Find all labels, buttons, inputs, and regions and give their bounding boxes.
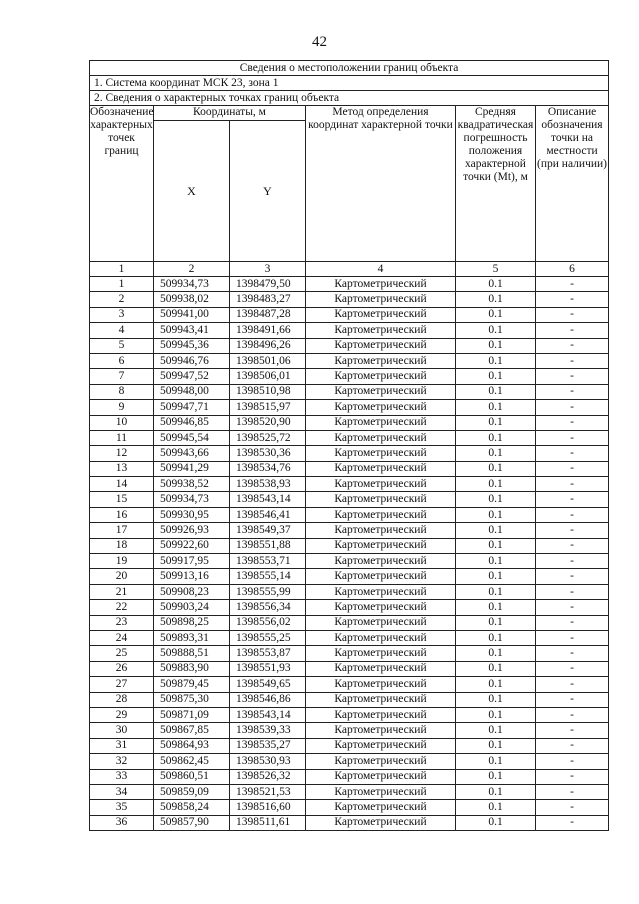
y-coordinate: 1398555,99: [230, 584, 306, 599]
y-coordinate: 1398553,87: [230, 646, 306, 661]
error-cell: 0.1: [456, 615, 536, 630]
y-coordinate: 1398549,37: [230, 523, 306, 538]
description-cell: -: [536, 277, 609, 292]
table-row: [90, 569, 609, 584]
y-coordinate: 1398530,93: [230, 754, 306, 769]
description-cell: -: [536, 523, 609, 538]
description-cell: -: [536, 369, 609, 384]
error-cell: 0.1: [456, 600, 536, 615]
point-number: 13: [90, 461, 154, 476]
point-number: 12: [90, 446, 154, 461]
coordinate-system-line: 1. Система координат МСК 23, зона 1: [90, 76, 609, 91]
error-cell: 0.1: [456, 677, 536, 692]
description-cell: -: [536, 492, 609, 507]
y-coordinate: 1398555,25: [230, 630, 306, 645]
error-cell: 0.1: [456, 415, 536, 430]
error-cell: 0.1: [456, 723, 536, 738]
method-cell: Картометрический: [306, 723, 456, 738]
x-coordinate: 509941,00: [154, 307, 230, 322]
x-coordinate: 509946,76: [154, 353, 230, 368]
column-number: 2: [154, 262, 230, 277]
x-coordinate: 509947,71: [154, 400, 230, 415]
description-cell: -: [536, 707, 609, 722]
point-number: 21: [90, 584, 154, 599]
method-cell: Картометрический: [306, 800, 456, 815]
description-cell: -: [536, 677, 609, 692]
y-coordinate: 1398487,28: [230, 307, 306, 322]
point-number: 36: [90, 815, 154, 830]
description-cell: -: [536, 353, 609, 368]
error-cell: 0.1: [456, 507, 536, 522]
method-cell: Картометрический: [306, 630, 456, 645]
table-row: [90, 369, 609, 384]
x-coordinate: 509858,24: [154, 800, 230, 815]
description-cell: -: [536, 461, 609, 476]
x-coordinate: 509871,09: [154, 707, 230, 722]
y-coordinate: 1398525,72: [230, 430, 306, 445]
point-number: 26: [90, 661, 154, 676]
error-cell: 0.1: [456, 661, 536, 676]
table-row: [90, 738, 609, 753]
point-number: 7: [90, 369, 154, 384]
x-coordinate: 509930,95: [154, 507, 230, 522]
method-cell: Картометрический: [306, 292, 456, 307]
point-number: 33: [90, 769, 154, 784]
point-number: 17: [90, 523, 154, 538]
header-coordinates: Координаты, м: [154, 106, 306, 121]
error-cell: 0.1: [456, 784, 536, 799]
y-coordinate: 1398520,90: [230, 415, 306, 430]
description-cell: -: [536, 415, 609, 430]
method-cell: Картометрический: [306, 677, 456, 692]
table-row: [90, 338, 609, 353]
table-row: [90, 492, 609, 507]
x-coordinate: 509941,29: [154, 461, 230, 476]
y-coordinate: 1398555,14: [230, 569, 306, 584]
error-cell: 0.1: [456, 569, 536, 584]
error-cell: 0.1: [456, 477, 536, 492]
table-row: [90, 723, 609, 738]
table-row: [90, 661, 609, 676]
error-cell: 0.1: [456, 307, 536, 322]
method-cell: Картометрический: [306, 692, 456, 707]
column-number: 1: [90, 262, 154, 277]
point-number: 11: [90, 430, 154, 445]
x-coordinate: 509938,52: [154, 477, 230, 492]
method-cell: Картометрический: [306, 477, 456, 492]
error-cell: 0.1: [456, 492, 536, 507]
description-cell: -: [536, 815, 609, 830]
table-row: [90, 646, 609, 661]
error-cell: 0.1: [456, 646, 536, 661]
point-number: 10: [90, 415, 154, 430]
point-number: 3: [90, 307, 154, 322]
table-row: [90, 554, 609, 569]
description-cell: -: [536, 554, 609, 569]
table-row: [90, 707, 609, 722]
point-number: 35: [90, 800, 154, 815]
error-cell: 0.1: [456, 738, 536, 753]
point-number: 9: [90, 400, 154, 415]
table-row: [90, 784, 609, 799]
method-cell: Картометрический: [306, 492, 456, 507]
table-row: [90, 323, 609, 338]
x-coordinate: 509898,25: [154, 615, 230, 630]
method-cell: Картометрический: [306, 554, 456, 569]
method-cell: Картометрический: [306, 523, 456, 538]
point-number: 1: [90, 277, 154, 292]
table-row: [90, 523, 609, 538]
error-cell: 0.1: [456, 338, 536, 353]
description-cell: -: [536, 646, 609, 661]
y-coordinate: 1398546,86: [230, 692, 306, 707]
x-coordinate: 509917,95: [154, 554, 230, 569]
table-row: [90, 307, 609, 322]
y-coordinate: 1398556,02: [230, 615, 306, 630]
y-coordinate: 1398510,98: [230, 384, 306, 399]
table-row: [90, 415, 609, 430]
x-coordinate: 509943,66: [154, 446, 230, 461]
x-coordinate: 509903,24: [154, 600, 230, 615]
y-coordinate: 1398543,14: [230, 707, 306, 722]
header-point-designation: Обозначение характерных точек границ: [90, 106, 154, 262]
x-coordinate: 509945,36: [154, 338, 230, 353]
point-number: 30: [90, 723, 154, 738]
table-row: [90, 353, 609, 368]
y-coordinate: 1398551,88: [230, 538, 306, 553]
table-row: [90, 430, 609, 445]
column-number: 4: [306, 262, 456, 277]
point-number: 6: [90, 353, 154, 368]
x-coordinate: 509913,16: [154, 569, 230, 584]
y-coordinate: 1398553,71: [230, 554, 306, 569]
point-number: 23: [90, 615, 154, 630]
table-row: [90, 754, 609, 769]
point-number: 15: [90, 492, 154, 507]
error-cell: 0.1: [456, 800, 536, 815]
x-coordinate: 509879,45: [154, 677, 230, 692]
table-row: [90, 584, 609, 599]
point-number: 5: [90, 338, 154, 353]
table-row: [90, 507, 609, 522]
table-row: [90, 277, 609, 292]
table-row: [90, 538, 609, 553]
table-row: [90, 477, 609, 492]
column-number: 3: [230, 262, 306, 277]
table-title: Сведения о местоположении границ объекта: [90, 61, 609, 76]
column-number: 6: [536, 262, 609, 277]
table-row: [90, 461, 609, 476]
description-cell: -: [536, 400, 609, 415]
description-cell: -: [536, 692, 609, 707]
y-coordinate: 1398549,65: [230, 677, 306, 692]
x-coordinate: 509862,45: [154, 754, 230, 769]
point-number: 31: [90, 738, 154, 753]
point-number: 8: [90, 384, 154, 399]
y-coordinate: 1398501,06: [230, 353, 306, 368]
method-cell: Картометрический: [306, 707, 456, 722]
method-cell: Картометрический: [306, 646, 456, 661]
header-method: Метод определения координат характерной точки: [306, 106, 456, 262]
x-coordinate: 509934,73: [154, 277, 230, 292]
method-cell: Картометрический: [306, 584, 456, 599]
table-row: [90, 630, 609, 645]
y-coordinate: 1398534,76: [230, 461, 306, 476]
error-cell: 0.1: [456, 430, 536, 445]
x-coordinate: 509926,93: [154, 523, 230, 538]
y-coordinate: 1398511,61: [230, 815, 306, 830]
y-coordinate: 1398491,66: [230, 323, 306, 338]
table-row: [90, 400, 609, 415]
y-coordinate: 1398538,93: [230, 477, 306, 492]
method-cell: Картометрический: [306, 430, 456, 445]
method-cell: Картометрический: [306, 754, 456, 769]
error-cell: 0.1: [456, 523, 536, 538]
header-description: Описание обозначения точки на местности (при наличии): [536, 106, 609, 262]
method-cell: Картометрический: [306, 769, 456, 784]
description-cell: -: [536, 600, 609, 615]
error-cell: 0.1: [456, 692, 536, 707]
point-number: 25: [90, 646, 154, 661]
header-x: X: [154, 121, 230, 262]
point-number: 18: [90, 538, 154, 553]
description-cell: -: [536, 784, 609, 799]
method-cell: Картометрический: [306, 353, 456, 368]
error-cell: 0.1: [456, 292, 536, 307]
description-cell: -: [536, 307, 609, 322]
error-cell: 0.1: [456, 384, 536, 399]
error-cell: 0.1: [456, 446, 536, 461]
point-number: 4: [90, 323, 154, 338]
description-cell: -: [536, 477, 609, 492]
table-row: [90, 615, 609, 630]
error-cell: 0.1: [456, 754, 536, 769]
error-cell: 0.1: [456, 323, 536, 338]
table-row: [90, 292, 609, 307]
x-coordinate: 509859,09: [154, 784, 230, 799]
table-row: [90, 384, 609, 399]
y-coordinate: 1398506,01: [230, 369, 306, 384]
description-cell: -: [536, 630, 609, 645]
y-coordinate: 1398539,33: [230, 723, 306, 738]
x-coordinate: 509948,00: [154, 384, 230, 399]
description-cell: -: [536, 323, 609, 338]
y-coordinate: 1398479,50: [230, 277, 306, 292]
point-number: 28: [90, 692, 154, 707]
error-cell: 0.1: [456, 554, 536, 569]
description-cell: -: [536, 769, 609, 784]
description-cell: -: [536, 446, 609, 461]
method-cell: Картометрический: [306, 661, 456, 676]
method-cell: Картометрический: [306, 569, 456, 584]
y-coordinate: 1398483,27: [230, 292, 306, 307]
error-cell: 0.1: [456, 277, 536, 292]
points-section-title: 2. Сведения о характерных точках границ объекта: [90, 91, 609, 106]
boundary-points-table: [89, 60, 609, 831]
x-coordinate: 509860,51: [154, 769, 230, 784]
x-coordinate: 509945,54: [154, 430, 230, 445]
header-y: Y: [230, 121, 306, 262]
description-cell: -: [536, 538, 609, 553]
method-cell: Картометрический: [306, 384, 456, 399]
description-cell: -: [536, 338, 609, 353]
point-number: 27: [90, 677, 154, 692]
method-cell: Картометрический: [306, 369, 456, 384]
error-cell: 0.1: [456, 461, 536, 476]
point-number: 19: [90, 554, 154, 569]
y-coordinate: 1398526,32: [230, 769, 306, 784]
table-row: [90, 692, 609, 707]
y-coordinate: 1398515,97: [230, 400, 306, 415]
error-cell: 0.1: [456, 400, 536, 415]
x-coordinate: 509864,93: [154, 738, 230, 753]
y-coordinate: 1398516,60: [230, 800, 306, 815]
error-cell: 0.1: [456, 538, 536, 553]
point-number: 24: [90, 630, 154, 645]
description-cell: -: [536, 584, 609, 599]
x-coordinate: 509867,85: [154, 723, 230, 738]
y-coordinate: 1398535,27: [230, 738, 306, 753]
method-cell: Картометрический: [306, 338, 456, 353]
error-cell: 0.1: [456, 584, 536, 599]
description-cell: -: [536, 661, 609, 676]
table-row: [90, 446, 609, 461]
y-coordinate: 1398521,53: [230, 784, 306, 799]
description-cell: -: [536, 800, 609, 815]
method-cell: Картометрический: [306, 277, 456, 292]
point-number: 20: [90, 569, 154, 584]
description-cell: -: [536, 507, 609, 522]
table-row: [90, 600, 609, 615]
method-cell: Картометрический: [306, 738, 456, 753]
column-number: 5: [456, 262, 536, 277]
x-coordinate: 509947,52: [154, 369, 230, 384]
method-cell: Картометрический: [306, 461, 456, 476]
description-cell: -: [536, 430, 609, 445]
x-coordinate: 509875,30: [154, 692, 230, 707]
description-cell: -: [536, 754, 609, 769]
header-mean-error: Средняя квадратическая погрешность положения характерной точки (Mt), м: [456, 106, 536, 262]
method-cell: Картометрический: [306, 784, 456, 799]
method-cell: Картометрический: [306, 400, 456, 415]
page-number: 42: [312, 34, 327, 50]
description-cell: -: [536, 569, 609, 584]
x-coordinate: 509934,73: [154, 492, 230, 507]
point-number: 22: [90, 600, 154, 615]
point-number: 29: [90, 707, 154, 722]
x-coordinate: 509908,23: [154, 584, 230, 599]
error-cell: 0.1: [456, 815, 536, 830]
error-cell: 0.1: [456, 769, 536, 784]
description-cell: -: [536, 723, 609, 738]
point-number: 14: [90, 477, 154, 492]
description-cell: -: [536, 738, 609, 753]
point-number: 16: [90, 507, 154, 522]
y-coordinate: 1398496,26: [230, 338, 306, 353]
x-coordinate: 509943,41: [154, 323, 230, 338]
y-coordinate: 1398556,34: [230, 600, 306, 615]
x-coordinate: 509883,90: [154, 661, 230, 676]
method-cell: Картометрический: [306, 600, 456, 615]
method-cell: Картометрический: [306, 323, 456, 338]
error-cell: 0.1: [456, 353, 536, 368]
error-cell: 0.1: [456, 630, 536, 645]
method-cell: Картометрический: [306, 446, 456, 461]
y-coordinate: 1398530,36: [230, 446, 306, 461]
table-row: [90, 800, 609, 815]
x-coordinate: 509893,31: [154, 630, 230, 645]
table-row: [90, 677, 609, 692]
y-coordinate: 1398551,93: [230, 661, 306, 676]
x-coordinate: 509946,85: [154, 415, 230, 430]
point-number: 2: [90, 292, 154, 307]
method-cell: Картометрический: [306, 538, 456, 553]
method-cell: Картометрический: [306, 507, 456, 522]
point-number: 32: [90, 754, 154, 769]
error-cell: 0.1: [456, 369, 536, 384]
x-coordinate: 509938,02: [154, 292, 230, 307]
description-cell: -: [536, 292, 609, 307]
point-number: 34: [90, 784, 154, 799]
method-cell: Картометрический: [306, 415, 456, 430]
method-cell: Картометрический: [306, 615, 456, 630]
description-cell: -: [536, 615, 609, 630]
description-cell: -: [536, 384, 609, 399]
method-cell: Картометрический: [306, 307, 456, 322]
y-coordinate: 1398543,14: [230, 492, 306, 507]
table-row: [90, 815, 609, 830]
method-cell: Картометрический: [306, 815, 456, 830]
error-cell: 0.1: [456, 707, 536, 722]
y-coordinate: 1398546,41: [230, 507, 306, 522]
x-coordinate: 509922,60: [154, 538, 230, 553]
x-coordinate: 509888,51: [154, 646, 230, 661]
x-coordinate: 509857,90: [154, 815, 230, 830]
table-row: [90, 769, 609, 784]
